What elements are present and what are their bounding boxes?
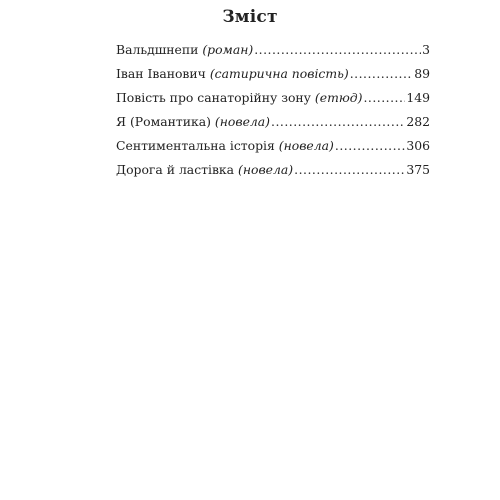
toc-entry-genre: (новела) xyxy=(278,138,334,153)
toc-entry xyxy=(116,86,430,110)
toc-entry-genre: (сатирична повість) xyxy=(209,66,349,81)
toc-entry-title: Сентиментальна історія xyxy=(116,138,275,153)
dot-leader xyxy=(254,38,421,62)
toc-entry-page: 149 xyxy=(406,90,430,105)
toc-entry-genre: (роман) xyxy=(202,42,254,57)
toc-entry xyxy=(116,158,430,182)
dot-leader xyxy=(294,158,405,182)
toc-entry xyxy=(116,38,430,62)
toc-entry-page: 3 xyxy=(422,42,430,57)
toc-entry-title: Я (Романтика) xyxy=(116,114,211,129)
toc-entry xyxy=(116,62,430,86)
toc-entry-title-group xyxy=(116,158,293,182)
toc-entry xyxy=(116,110,430,134)
toc-entry-title: Повість про санаторійну зону xyxy=(116,90,311,105)
toc-entry-title-group xyxy=(116,62,349,86)
dot-leader xyxy=(350,62,414,86)
toc-entry-genre: (новела) xyxy=(214,114,271,129)
toc-entry-page: 89 xyxy=(414,66,430,81)
toc-entry-title-group xyxy=(116,38,253,62)
dot-leader xyxy=(271,110,405,134)
toc-entry xyxy=(116,134,430,158)
dot-leader xyxy=(363,86,405,110)
page-title: Зміст xyxy=(222,7,278,27)
table-of-contents xyxy=(116,38,430,182)
toc-entry-title-group xyxy=(116,134,334,158)
toc-entry-page: 282 xyxy=(406,114,430,129)
toc-entry-genre: (новела) xyxy=(238,162,294,177)
toc-entry-title-group xyxy=(116,86,362,110)
toc-entry-title: Дорога й ластівка xyxy=(116,162,235,177)
toc-entry-page: 375 xyxy=(406,162,430,177)
toc-entry-title: Вальдшнепи xyxy=(116,42,199,57)
toc-entry-title-group xyxy=(116,110,270,134)
dot-leader xyxy=(335,134,405,158)
toc-entry-title: Іван Іванович xyxy=(116,66,206,81)
toc-entry-genre: (етюд) xyxy=(314,90,363,105)
toc-entry-page: 306 xyxy=(406,138,430,153)
